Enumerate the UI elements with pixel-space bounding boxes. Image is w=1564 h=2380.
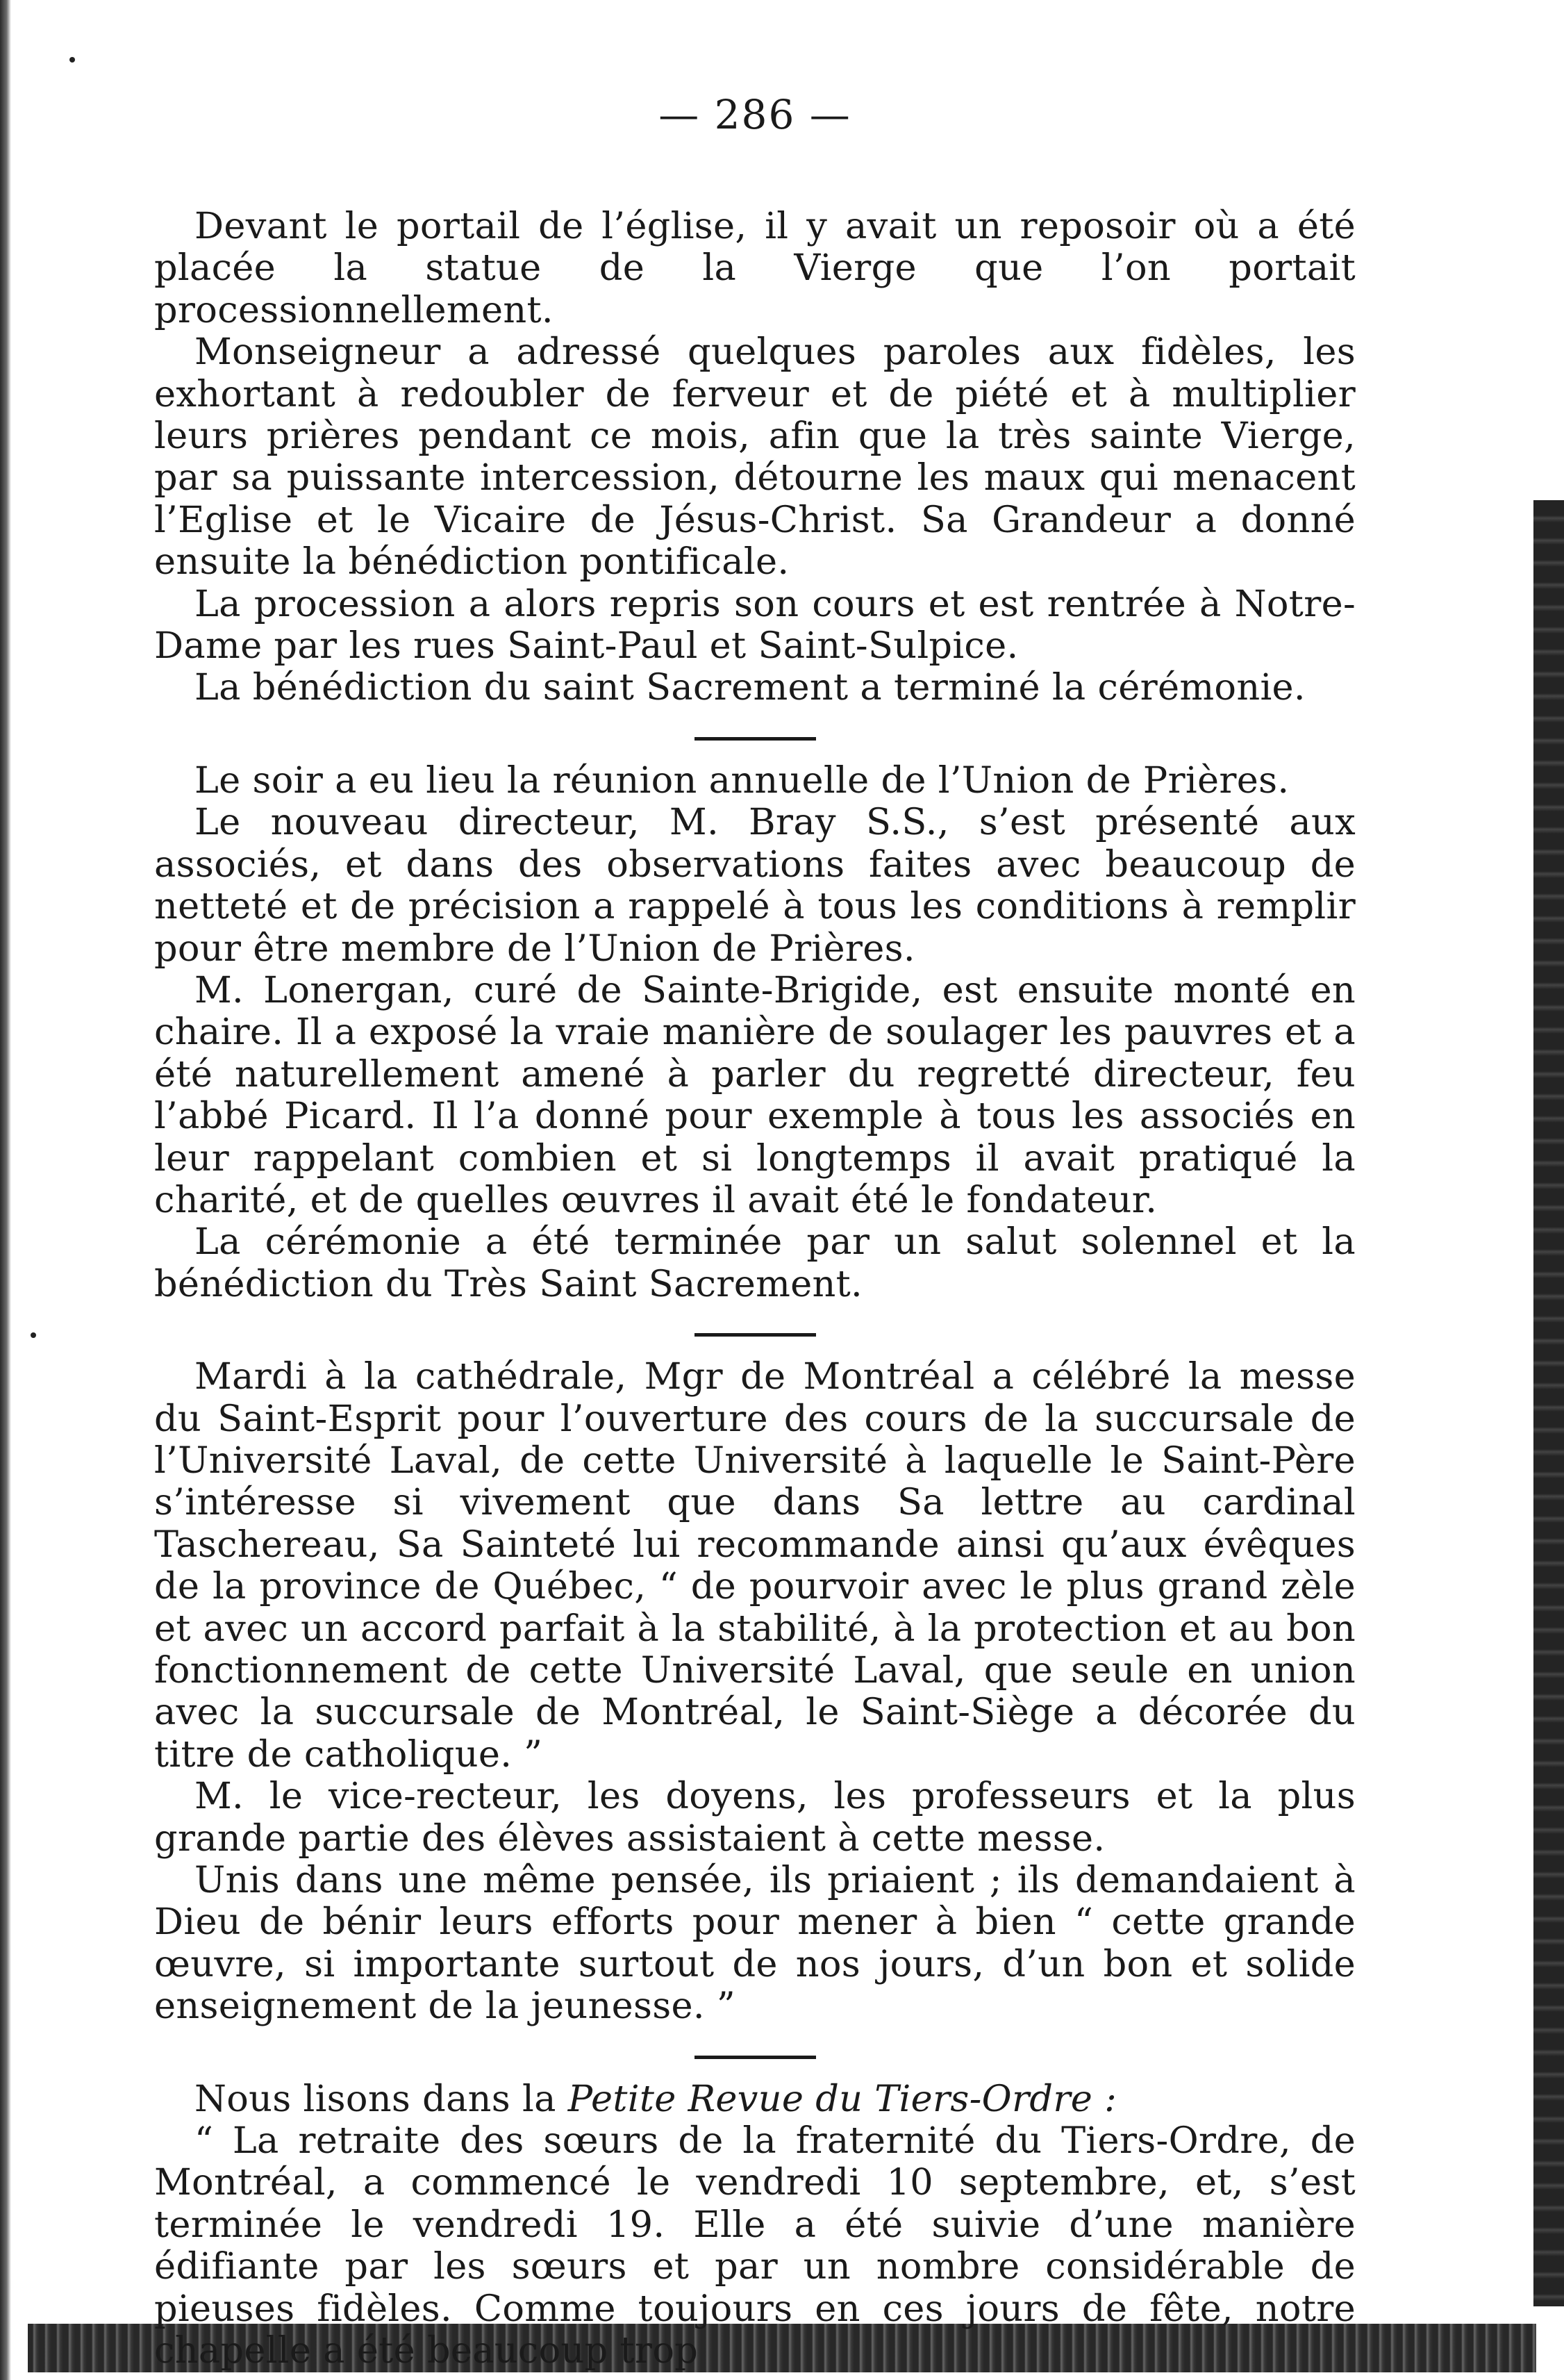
paragraph: [154, 2079, 1356, 2120]
paragraph: Le soir a eu lieu la réunion annuelle de l’Union de Prières.: [194, 759, 1290, 802]
quoted-paragraph: “ La retraite des sœurs de la fraternité du Tiers-Ordre, de Montréal, a commencé le vendredi 10 septembre, et, s’est terminée le vendredi 19. Elle a été suivie d’une manière édifiante par les sœurs et par un nombre considérable de pieuses fidèles. Comme toujours en ces jours de fête, notre chapelle a été beaucoup trop: [154, 2119, 1356, 2372]
page-content: [154, 90, 1356, 2372]
paragraph: M. Lonergan, curé de Sainte-Brigide, est ensuite monté en chaire. Il a exposé la vraie manière de soulager les pauvres et a été naturellement amené à parler du regretté directeur, feu l’abbé Picard. Il l’a donné pour exemple à tous les associés en leur rappelant combien et si longtemps il avait pratiqué la charité, et de quelles œuvres il avait été le fondateur.: [154, 968, 1356, 1221]
section-divider: [694, 1333, 816, 1337]
section-union-de-prieres: [154, 760, 1356, 1305]
paragraph: Devant le portail de l’église, il y avait un reposoir où a été placée la statue de la Vierge que l’on portait processionnellement.: [154, 205, 1356, 331]
publication-title: Petite Revue du Tiers-Ordre :: [567, 2077, 1117, 2120]
paragraph: Unis dans une même pensée, ils priaient ; ils demandaient à Dieu de bénir leurs efforts pour mener à bien “ cette grande œuvre, si importante surtout de nos jours, d’un bon et solide enseignement de la jeunesse. ”: [154, 1859, 1356, 2028]
section-universite-laval: [154, 1356, 1356, 2028]
scan-border-right: [1533, 500, 1564, 2306]
intro-text: Nous lisons dans la: [194, 2077, 556, 2120]
paragraph: Le nouveau directeur, M. Bray S.S., s’est présenté aux associés, et dans des observations faites avec beaucoup de netteté et de précision a rappelé à tous les conditions à remplir pour être membre de l’Union de Prières.: [154, 801, 1356, 970]
paragraph: La cérémonie a été terminée par un salut solennel et la bénédiction du Très Saint Sacrement.: [154, 1221, 1356, 1305]
paragraph: La procession a alors repris son cours et est rentrée à Notre-Dame par les rues Saint-Paul et Saint-Sulpice.: [154, 582, 1356, 668]
scan-border-left: [0, 0, 11, 2380]
paragraph: M. le vice-recteur, les doyens, les professeurs et la plus grande partie des élèves assistaient à cette messe.: [154, 1775, 1356, 1860]
section-procession: [154, 206, 1356, 709]
paragraph: Monseigneur a adressé quelques paroles aux fidèles, les exhortant à redoubler de ferveur et de piété et à multiplier leurs prières pendant ce mois, afin que la très sainte Vierge, par sa puissante intercession, détourne les maux qui menacent l’Eglise et le Vicaire de Jésus-Christ. Sa Grandeur a donné ensuite la bénédiction pontificale.: [154, 331, 1356, 584]
paragraph: Mardi à la cathédrale, Mgr de Montréal a célébré la messe du Saint-Esprit pour l’ouverture des cours de la succursale de l’Université Laval, de cette Université à laquelle le Saint-Père s’intéresse si vivement que dans Sa lettre au cardinal Taschereau, Sa Sainteté lui recommande ainsi qu’aux évêques de la province de Québec, “ de pourvoir avec le plus grand zèle et avec un accord parfait à la stabilité, à la protection et au bon fonctionnement de cette Université Laval, que seule en union avec la succursale de Montréal, le Saint-Siège a décorée du titre de catholique. ”: [154, 1355, 1356, 1776]
speck: [69, 57, 75, 63]
page-number: — 286 —: [658, 91, 851, 138]
section-divider: [694, 2056, 816, 2059]
speck: [31, 1332, 36, 1338]
section-tiers-ordre: [154, 2079, 1356, 2372]
paragraph: La bénédiction du saint Sacrement a terminé la cérémonie.: [194, 666, 1306, 709]
section-divider: [694, 737, 816, 741]
